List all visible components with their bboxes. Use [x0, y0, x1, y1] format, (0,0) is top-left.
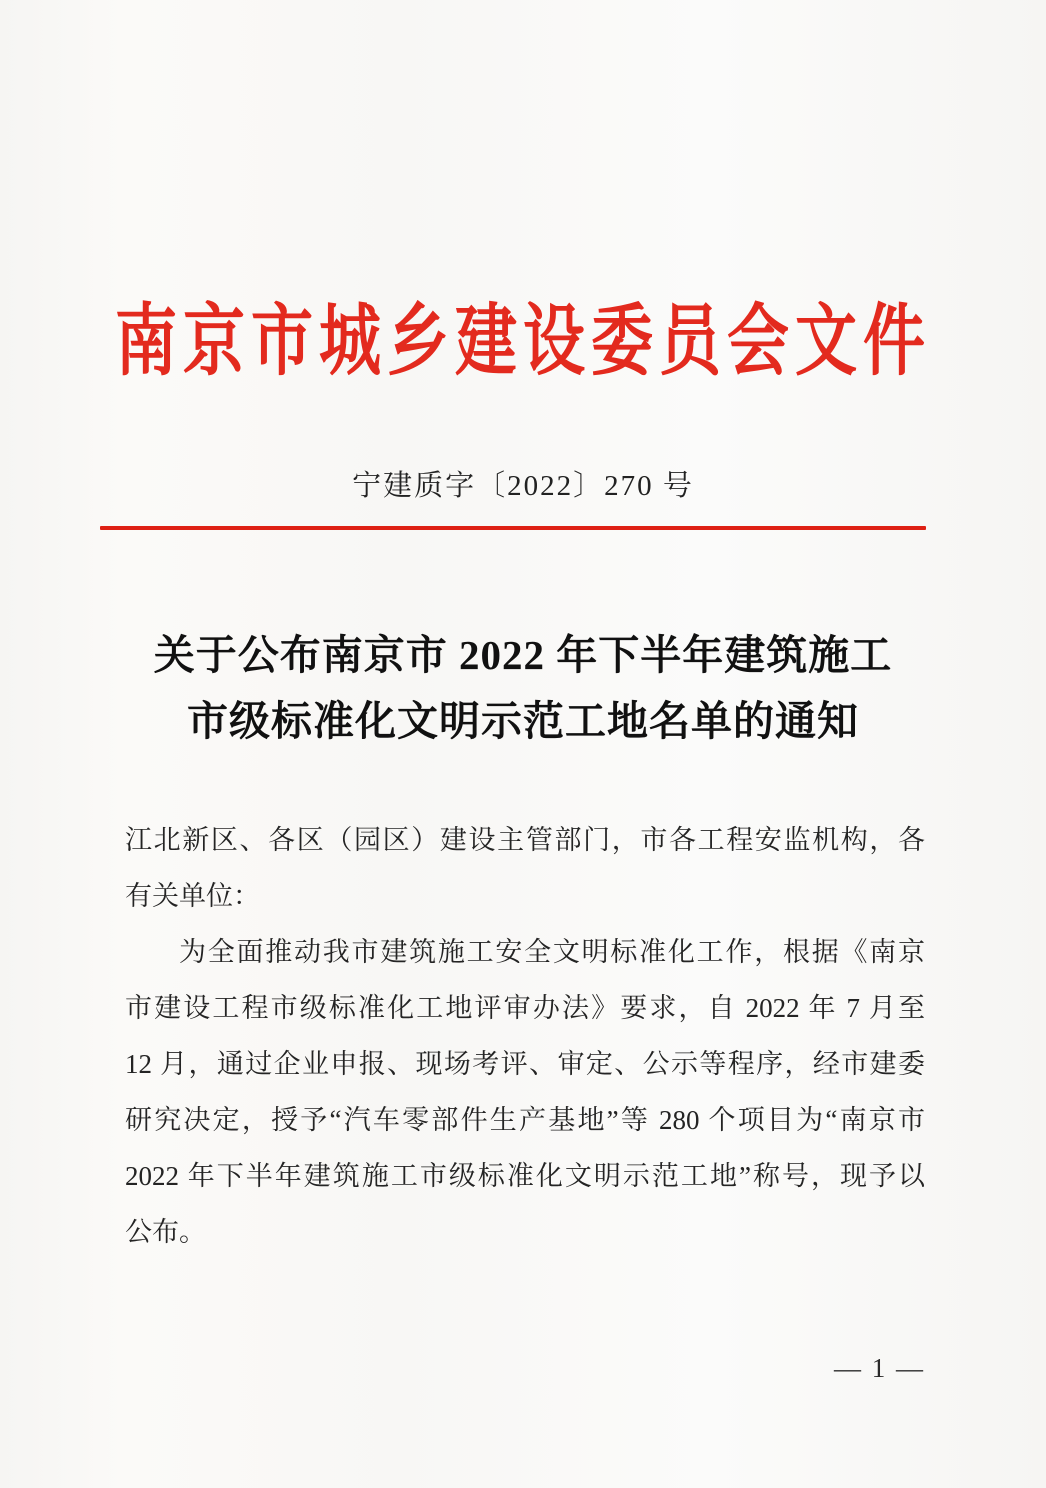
salutation-line: 江北新区、各区（园区）建设主管部门，市各工程安监机构，各 — [125, 825, 925, 855]
page-number: — 1 — — [834, 1353, 925, 1383]
document-body — [125, 812, 925, 1260]
org-header-title: 南京市城乡建设委员会文件 — [114, 299, 931, 386]
paragraph-line: 为全面推动我市建筑施工安全文明标准化工作，根据《南京 — [179, 937, 925, 967]
document-title-line-1: 关于公布南京市 2022 年下半年建筑施工 — [153, 632, 893, 678]
paragraph-line: 市建设工程市级标准化工地评审办法》要求，自 2022 年 7 月至 — [125, 993, 925, 1023]
paragraph-line: 公布。 — [125, 1217, 206, 1247]
paragraph-line: 12 月，通过企业申报、现场考评、审定、公示等程序，经市建委 — [125, 1049, 925, 1079]
red-divider-line — [100, 526, 926, 530]
paragraph-line: 研究决定，授予“汽车零部件生产基地”等 280 个项目为“南京市 — [125, 1105, 925, 1135]
salutation-line: 有关单位： — [125, 881, 260, 911]
paragraph-line: 2022 年下半年建筑施工市级标准化文明示范工地”称号，现予以 — [125, 1161, 925, 1191]
doc-number: 宁建质字〔2022〕270 号 — [352, 470, 694, 502]
document-title — [0, 622, 1046, 754]
document-title-line-2: 市级标准化文明示范工地名单的通知 — [187, 698, 859, 744]
